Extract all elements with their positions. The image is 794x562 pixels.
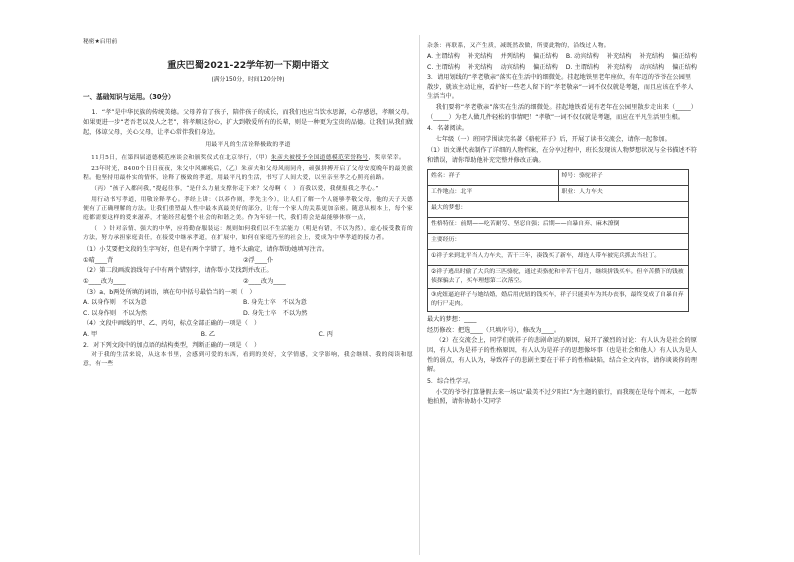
workplace-cell: 工作地点：北平 xyxy=(428,185,559,201)
option-row-ab xyxy=(427,52,697,62)
section-heading: 一、基础知识与运用。（30分） xyxy=(83,93,175,102)
passage-paragraph-2: 23年时光，8400个日日夜夜，朱父中风瘫痪后，（乙）朱彦夫和父母风雨同舟，顽强拼搏开启了父母安度晚年的最美旅程。他坚持用最朴实的情怀，诠释了极致的孝道，用最平凡的生活，书写了人间大爱，以至亲至孝之心照亮前路。 xyxy=(83,166,413,182)
option-cell: 偏正结构 xyxy=(672,63,697,71)
question-3: 3．请用划线的“孝老敬亲”落实在生活中的细微处。挂起地铁里老年座位，有年迈的爷爷在公园里散步，就该主动让座，看护好一些老人留下的“孝老敬亲”一词不仅仅就是考题，而且应该在乎孝人生活当中。 xyxy=(427,74,694,101)
passage-text: 11月5日，在第四届道德模范座谈会和颁奖仪式在北京举行，（甲） xyxy=(91,155,271,162)
question-1-intro: 1．“孝”是中华民族的传统美德。父母养育了孩子，陪伴孩子的成长，而我们也应当饮水思源，心存感恩，孝顺父母。如果更进一步“老吾老以及人之老”，将孝顺这份心，扩大到敬爱所有的长辈，则是一种更为宝贵的品德。让我们从我们做起，体谅父母，关心父母，让孝心常伴我们身边。 xyxy=(83,109,413,136)
question-5: 5．综合性学习。 xyxy=(427,377,475,385)
passage-text: ，奖章荣幸。 xyxy=(368,155,406,162)
experience-3-cell: ③虎妞逼迫祥子与她结婚，婚后用虎妞的钱买车，祥子只能卖车为其办丧事，最终变成了自暴自弃的行尸走肉。 xyxy=(428,288,689,311)
passage-paragraph-3: （丙）“孩子入都问我，”提起往事，“是什么力量支撑你走下来？父母啊（ ）育我以爱，我便报我之孝心。” xyxy=(91,186,379,193)
option-cell: 补充结构 xyxy=(607,63,632,71)
continued-text: 杂条：再联系，又产生质，减既然改做，所要此物的，沿线过人物。 xyxy=(427,43,610,49)
question-4-sub-2: （2）在交流会上，同学们就祥子的悲剧命运的原因，展开了激烈的讨论：有人认为是社会的原因，有人认为是祥子的性格原因，有人认为是祥子的思想像坏事（也是社会和他人）有人认为是人性的弱点，有人认为，导致祥子的悲剧主要在于祥子的性格缺陷，结合全文内容，请你谈谈你的理解。 xyxy=(427,337,697,374)
blank-1: ①晴____背 xyxy=(83,256,114,264)
option-b: B. 乙 xyxy=(200,330,216,338)
question-2-text: 对于我的生活来说，从这本书里，会感到可爱的东西，看到的美好，文学情感，文学影响，我会继续、我的阅读和愿意，有一些 xyxy=(83,352,413,368)
passage-paragraph-5: （ ）针对亲情、强大的中华，应将勤奋服装运：规则如何我们以不生活能力（明是有错，不以为然），虚心接受教育的方法，努力承担家庭责任，在接爱中继承孝道，在扩展中，如何在家庭乃至的社会上，爱成为中华孝道的接力者。 xyxy=(83,226,413,242)
exam-title: 重庆巴蜀2021-22学年初一下期中语文 xyxy=(167,59,329,71)
passage-paragraph-1 xyxy=(83,154,413,163)
sub-question-2-blanks xyxy=(83,277,413,287)
option-cell: 补充结构 xyxy=(639,52,665,60)
sub-question-3-options xyxy=(83,309,413,319)
option-a: A. 以身作则 不以为意 xyxy=(83,299,147,307)
experience-2-cell: ②祥子逃出时偷了大兵的三匹骆驼，通过卖骆驼和辛苦干包月，继续拼钱买车。但辛苦攒下的钱被侦探骗去了，买车理想第二次落空。 xyxy=(428,265,689,288)
question-5-text: 小艾的爷爷打算暑假去来一场以“最美不过夕阳红”为主题的旅行，而我现在是每个周末，一起帮他拍照，请你协助小艾同学 xyxy=(427,388,697,406)
option-cell: 动宾结构 xyxy=(639,63,665,71)
exam-subtitle: (满分150分，时间120分钟) xyxy=(211,77,285,84)
blank-1: ①____改为____ xyxy=(83,277,126,285)
occupation-cell: 职业：人力车夫 xyxy=(558,185,689,201)
underlined-sentence: 朱彦夫被授予全国道德模范荣誉称号 xyxy=(270,155,369,162)
option-cell: 动宾结构 xyxy=(500,63,526,71)
option-c: C. 以身作则 不以为然 xyxy=(83,309,147,317)
dream-cell[interactable]: 最大的梦想： xyxy=(428,201,689,217)
sub-question-3-options xyxy=(83,298,413,308)
blank-2: ②____改为____ xyxy=(243,277,286,285)
sub-question-3: （3）a、b两处所填的词语，填在句中括号最恰当的一项（ ） xyxy=(83,288,256,296)
option-cell: B. 动宾结构 xyxy=(565,52,599,60)
sub-question-4: （4）文段中画线的甲、乙、丙句，标点全部正确的一项是（ ） xyxy=(83,320,261,328)
answer-fix-line[interactable]: 经历修改：把选____（只填序号），修改为____。 xyxy=(427,326,561,334)
question-2: 2．对下列文段中的加点语的结构类型，判断正确的一项是（ ） xyxy=(83,341,261,349)
blank-2: ②浮____仆 xyxy=(243,256,274,264)
passage-paragraph-4: 用行动书写孝道，用敬诠释孝心。孝经上讲：（以养作则，孝先主今），让人们了解一个人能够孝敬父母，他的天子天德便有了正确理解的方法。让我们重塑最人性中最本真最美好的部分，让每一个家人的关系更加亲密。随意从根本上，每个家庭都需要这样的爱来滋养，才能经营起整个社会的和谐之美。作为年轻一代，我们将会是最能够体察一点， xyxy=(83,197,413,222)
sub-question-1-blanks xyxy=(83,256,413,266)
question-4-intro: 七年级（一）班同学围读完名著《骆驼祥子》后，开展了读书交流会，请你一起参加。 xyxy=(435,135,671,143)
right-column xyxy=(427,38,697,409)
option-cell: C. 主谓结构 xyxy=(427,63,461,71)
question-4: 4．名著阅读。 xyxy=(427,125,469,133)
left-column xyxy=(83,38,413,371)
option-a: A. 甲 xyxy=(83,330,98,338)
option-cell: 补充结构 xyxy=(467,63,493,71)
character-trait-cell: 性格特征：前期——吃苦耐劳、坚忍自强；后期——自暴自弃、麻木潦倒 xyxy=(428,217,689,233)
experience-heading-cell: 主要经历： xyxy=(428,233,689,249)
option-cell: 并列结构 xyxy=(500,52,526,60)
passage-title: 用最平凡的生活诠释极致的孝道 xyxy=(205,142,291,149)
column-divider xyxy=(419,35,420,555)
character-profile-card xyxy=(427,169,689,313)
option-cell: 偏正结构 xyxy=(533,63,558,71)
secret-label: 秘密★启用前 xyxy=(83,39,118,45)
sub-question-1: （1）小艾要把文段的生字写好，但是有两个字错了，地不太确定，请你帮助她填写注音。 xyxy=(83,246,329,254)
option-cell: 补充结构 xyxy=(467,52,493,60)
name-cell: 姓名：祥子 xyxy=(428,169,559,185)
option-cell: 偏正结构 xyxy=(672,52,697,60)
option-cell: D. 主谓结构 xyxy=(565,63,600,71)
option-b: B. 身先士卒 不以为意 xyxy=(243,299,307,307)
option-cell: 补充结构 xyxy=(606,52,632,60)
sub-question-2: （2）第二段画波浪线句子中有两个错别字，请你帮小艾找到并改正。 xyxy=(83,267,273,275)
option-row-cd xyxy=(427,63,697,73)
nickname-cell: 绰号：骆驼祥子 xyxy=(558,169,689,185)
question-3-passage: 我们要将“孝老敬亲”落实在生活的细微处。挂起地铁看见有老年在公园里散步走出来（_____）（_____）为老人做几件轻松的事情吧！“孝敬”一词不仅仅就是考题，而应在平凡生活里生根。 xyxy=(427,104,697,121)
experience-1-cell: ①祥子来到北平当人力车夫，苦干三年，凑钱买了新车，却连人带车被宪兵抓去当壮丁。 xyxy=(428,249,689,265)
question-4-sub-1: （1）语文课代表制作了详细的人物档案，在分享过程中，班长发现该人物梦想状况与全书描述不符和错误，请你帮助他补充完整并修改正确。 xyxy=(427,147,697,165)
answer-dream-line[interactable]: 最大的梦想：____ xyxy=(427,316,477,324)
option-cell: 偏正结构 xyxy=(533,52,558,60)
option-c: C. 丙 xyxy=(318,330,333,338)
option-d: D. 身先士卒 不以为然 xyxy=(243,309,308,317)
option-cell: A. 主谓结构 xyxy=(427,52,460,60)
sub-question-4-options xyxy=(83,330,333,340)
